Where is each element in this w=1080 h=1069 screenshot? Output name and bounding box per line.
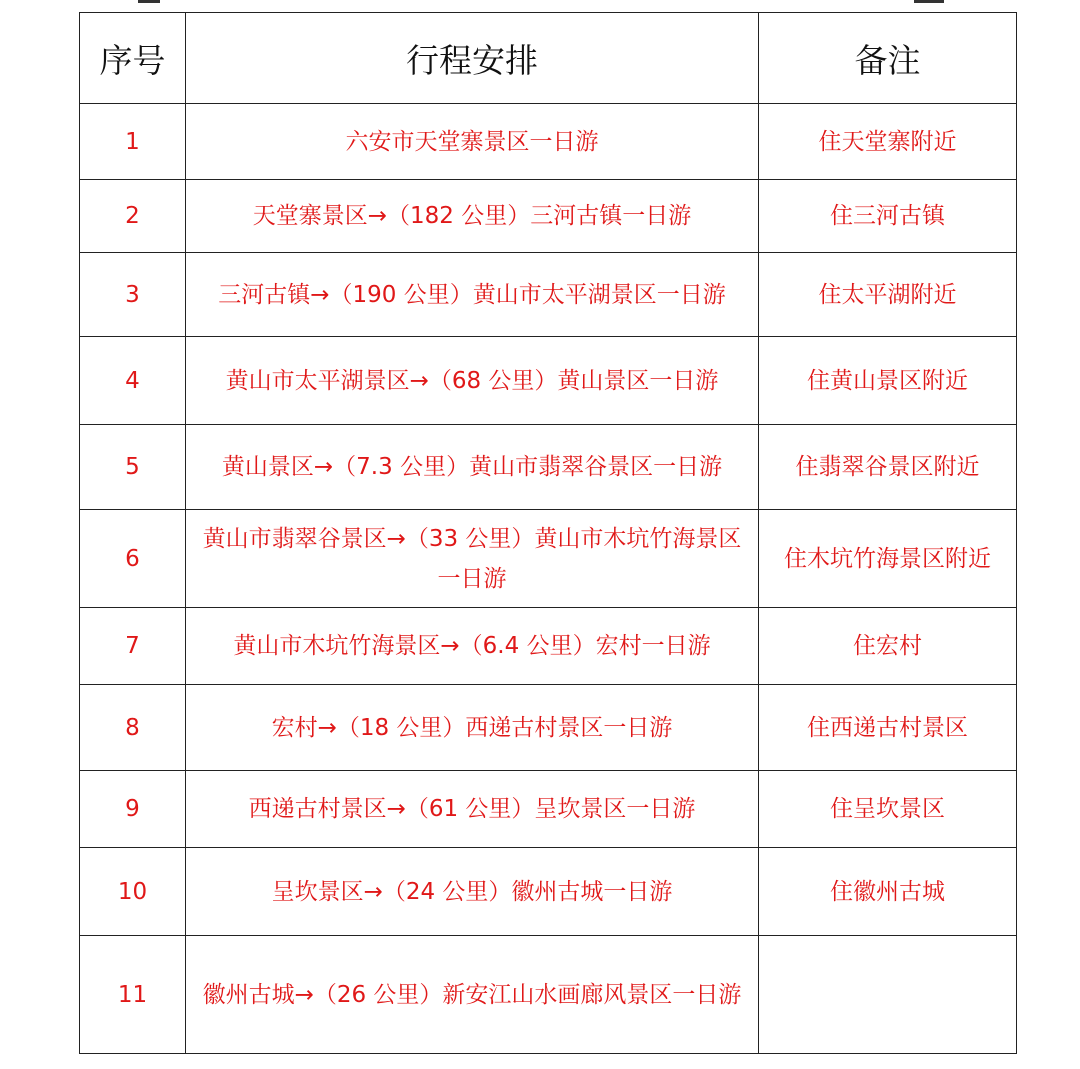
- table-row: [80, 425, 1017, 510]
- table-row: [80, 253, 1017, 337]
- row-plan: 黄山景区→（7.3 公里）黄山市翡翠谷景区一日游: [186, 425, 759, 510]
- table-row: [80, 510, 1017, 608]
- row-no: 5: [80, 425, 186, 510]
- itinerary-table: [79, 12, 1017, 1054]
- row-note: 住木坑竹海景区附近: [759, 510, 1017, 608]
- header-no: 序号: [80, 13, 186, 104]
- row-note: 住太平湖附近: [759, 253, 1017, 337]
- row-plan: 西递古村景区→（61 公里）呈坎景区一日游: [186, 771, 759, 848]
- row-no: 3: [80, 253, 186, 337]
- header-note: 备注: [759, 13, 1017, 104]
- row-note: 住翡翠谷景区附近: [759, 425, 1017, 510]
- row-no: 9: [80, 771, 186, 848]
- row-note: 住黄山景区附近: [759, 337, 1017, 425]
- row-plan: 黄山市翡翠谷景区→（33 公里）黄山市木坑竹海景区一日游: [186, 510, 759, 608]
- row-plan: 三河古镇→（190 公里）黄山市太平湖景区一日游: [186, 253, 759, 337]
- row-note: 住徽州古城: [759, 848, 1017, 936]
- table-row: [80, 771, 1017, 848]
- row-plan: 六安市天堂寨景区一日游: [186, 104, 759, 180]
- row-no: 4: [80, 337, 186, 425]
- row-no: 2: [80, 180, 186, 253]
- row-note: 住宏村: [759, 608, 1017, 685]
- row-no: 6: [80, 510, 186, 608]
- row-note: 住三河古镇: [759, 180, 1017, 253]
- row-no: 11: [80, 936, 186, 1054]
- row-no: 10: [80, 848, 186, 936]
- header-row: [80, 13, 1017, 104]
- row-plan: 天堂寨景区→（182 公里）三河古镇一日游: [186, 180, 759, 253]
- row-note: [759, 936, 1017, 1054]
- row-plan: 宏村→（18 公里）西递古村景区一日游: [186, 685, 759, 771]
- table-row: [80, 180, 1017, 253]
- row-note: 住西递古村景区: [759, 685, 1017, 771]
- header-plan: 行程安排: [186, 13, 759, 104]
- table-row: [80, 685, 1017, 771]
- row-note: 住天堂寨附近: [759, 104, 1017, 180]
- row-no: 8: [80, 685, 186, 771]
- row-no: 1: [80, 104, 186, 180]
- row-note: 住呈坎景区: [759, 771, 1017, 848]
- table-row: [80, 848, 1017, 936]
- top-edge-mark-right: [914, 0, 944, 3]
- table-row: [80, 337, 1017, 425]
- row-no: 7: [80, 608, 186, 685]
- table-row: [80, 608, 1017, 685]
- table-row: [80, 936, 1017, 1054]
- top-edge-mark-left: [138, 0, 160, 3]
- row-plan: 呈坎景区→（24 公里）徽州古城一日游: [186, 848, 759, 936]
- table-row: [80, 104, 1017, 180]
- row-plan: 黄山市太平湖景区→（68 公里）黄山景区一日游: [186, 337, 759, 425]
- row-plan: 黄山市木坑竹海景区→（6.4 公里）宏村一日游: [186, 608, 759, 685]
- row-plan: 徽州古城→（26 公里）新安江山水画廊风景区一日游: [186, 936, 759, 1054]
